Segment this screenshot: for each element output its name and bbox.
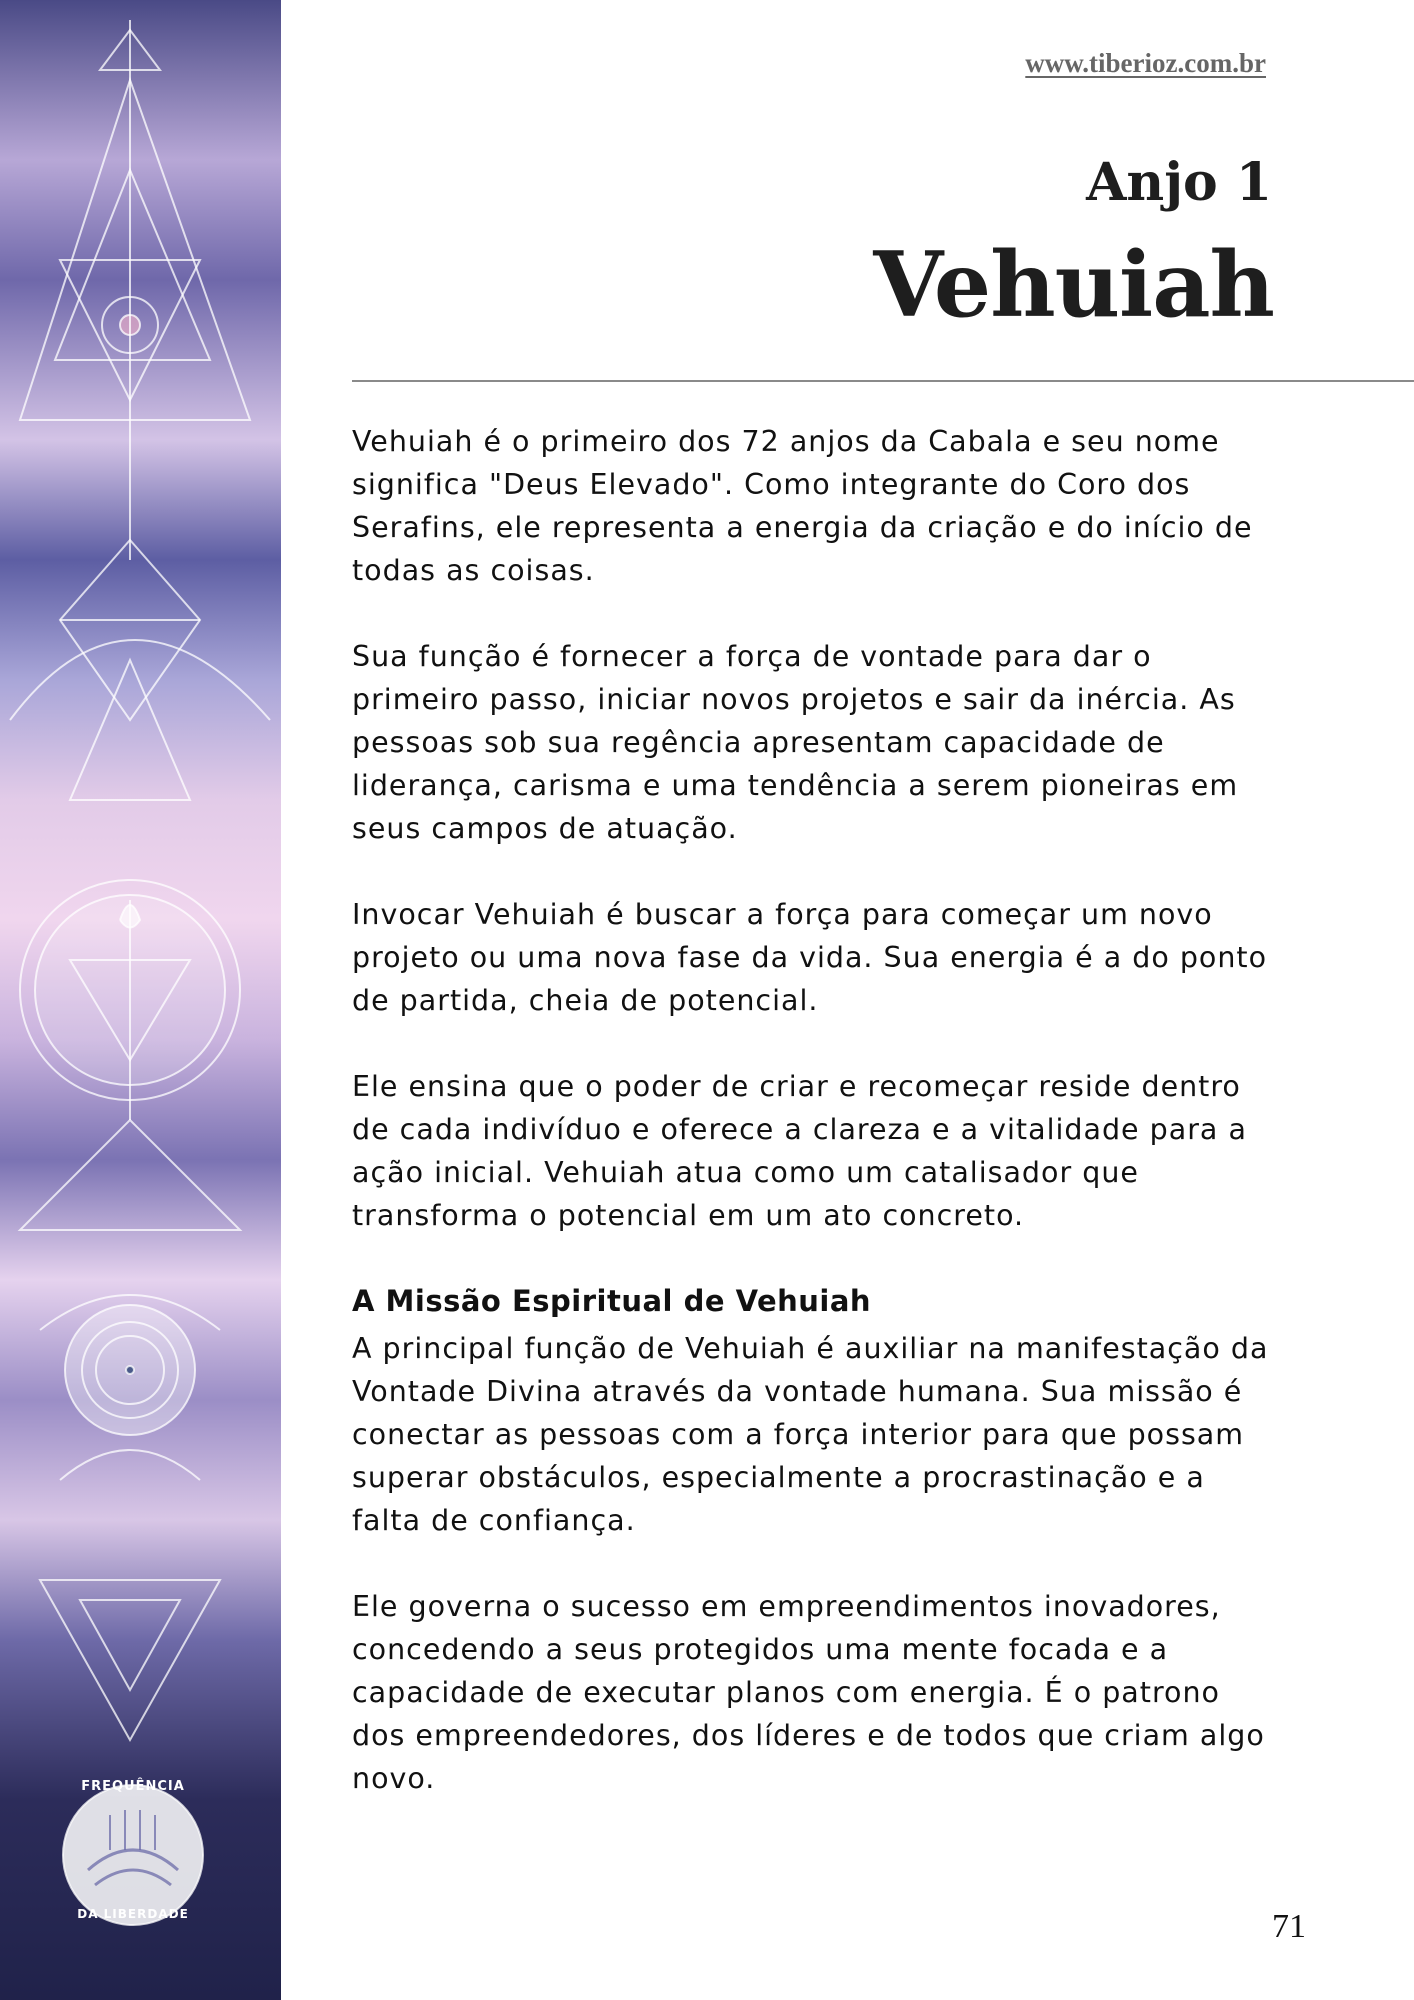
logo-text-bottom: DA LIBERDADE (77, 1907, 189, 1921)
angel-number-heading: Anjo 1 (1086, 152, 1272, 213)
section-heading: A Missão Espiritual de Vehuiah (352, 1284, 872, 1318)
sacred-geometry-illustration (0, 0, 281, 2000)
paragraph: A principal função de Vehuiah é auxiliar na manifestação da Vontade Divina através da vontade humana. Sua missão é conectar as pessoas com a força interior para que possam superar obstáculos, especialmente a procrastinação e a falta de confiança. (352, 1332, 1269, 1537)
logo-text-top: FREQUÊNCIA (81, 1779, 185, 1794)
page-title: Vehuiah (873, 232, 1274, 338)
divider (352, 380, 1414, 382)
paragraph: Ele ensina que o poder de criar e recomeçar reside dentro de cada indivíduo e oferece a clareza e a vitalidade para a ação inicial. Vehuiah atua como um catalisador que transforma o potencial em um ato concreto. (352, 1070, 1247, 1232)
site-url-link[interactable]: www.tiberioz.com.br (1025, 48, 1266, 78)
decorative-sidebar-artwork (0, 0, 281, 2000)
body-text (352, 420, 1282, 1843)
page-number: 71 (1272, 1908, 1306, 1945)
paragraph: Invocar Vehuiah é buscar a força para começar um novo projeto ou uma nova fase da vida. Sua energia é a do ponto de partida, cheia de potencial. (352, 898, 1268, 1017)
paragraph: Vehuiah é o primeiro dos 72 anjos da Cabala e seu nome significa "Deus Elevado". Como integrante do Coro dos Serafins, ele representa a energia da criação e do início de todas as coisas. (352, 425, 1253, 587)
paragraph: Sua função é fornecer a força de vontade para dar o primeiro passo, iniciar novos projetos e sair da inércia. As pessoas sob sua regência apresentam capacidade de liderança, carisma e uma tendência a serem pioneiras em seus campos de atuação. (352, 640, 1239, 845)
paragraph: Ele governa o sucesso em empreendimentos inovadores, concedendo a seus protegidos uma mente focada e a capacidade de executar planos com energia. É o patrono dos empreendedores, dos líderes e de todos que criam algo novo. (352, 1590, 1265, 1795)
